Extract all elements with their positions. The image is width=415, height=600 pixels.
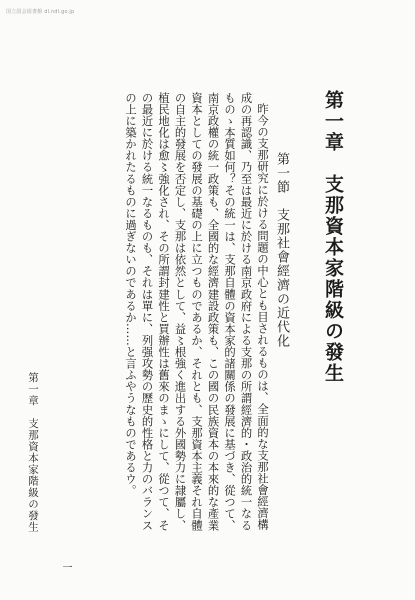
body-text	[80, 92, 270, 542]
section-title: 第一節 支那社會經濟の近代化	[274, 152, 289, 348]
page-number: 一	[60, 562, 71, 572]
running-head: 第一章 支那資本家階級の發生	[27, 372, 39, 533]
chapter-title: 第一章 支那資本家階級の發生	[322, 90, 344, 384]
body-paragraph: 昨今の支那研究に於ける問題の中心とも目されるものは、全面的な支那社會經濟構成の再認識、乃至は最近に於ける南京政府による支那の所謂經濟的・政治的統一なるものゝ本質如何？その統一は、支那自體の資本家的諸關係の發展に基づき、從つて、南京政權の統一政策も、全國的な經濟建設政策も、この國の民族資本の本來的な產業資本としての發展の基礎の上に立つものであるか、それとも、支那資本主義それ自體の自主的發展を否定し、支那は依然として、益〻根強く進出する外國勢力に隷屬し、植民地化は愈〻強化され、その所謂封建性と買辦性は舊來のまゝにして、從つて、その最近に於ける統一なるものも、それは單に、列强攻勢の歷史的性格と力のバランスの上に築かれたるものに過ぎないのであるか……と言ふやうなものであるウ。	[124, 92, 269, 531]
library-watermark: 国立国会図書館 dl.ndl.go.jp	[6, 9, 75, 15]
